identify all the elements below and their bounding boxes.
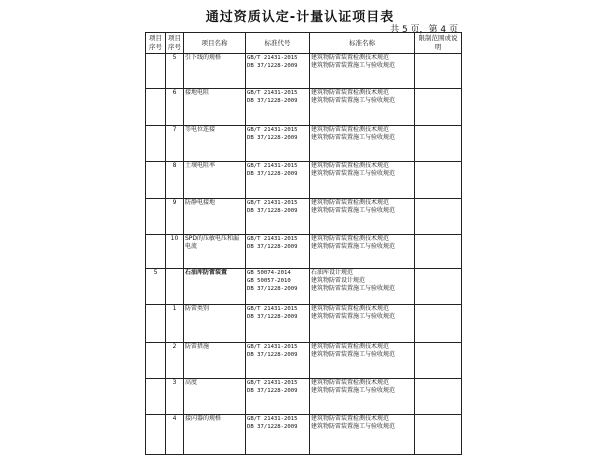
std-code: DB 37/1228-2009 [247, 244, 298, 250]
header-limit: 限制范围或说明 [415, 33, 462, 54]
std-name: 建筑物防雷装置施工与验收规范 [311, 243, 396, 250]
std-code: DB 37/1228-2009 [247, 352, 298, 358]
cell-item-seq [146, 54, 166, 89]
std-name: 建筑物防雷装置检测技术规范 [311, 54, 390, 61]
std-code: DB 37/1228-2009 [247, 388, 298, 394]
cell-std-names [310, 269, 415, 305]
cell-limit [415, 199, 462, 235]
std-code: GB/T 21431-2015 [247, 200, 298, 206]
cell-std-codes [246, 305, 310, 343]
cell-std-codes [246, 199, 310, 235]
cell-item-name: 高度 [184, 379, 246, 415]
cell-std-codes [246, 415, 310, 455]
std-name: 建筑物防雷装置检测技术规范 [311, 235, 390, 242]
cell-std-codes [246, 162, 310, 199]
std-name: 建筑物防雷装置施工与验收规范 [311, 387, 396, 394]
cell-item-no: 5 [166, 54, 184, 89]
cell-item-name: 防静电接地 [184, 199, 246, 235]
std-name: 建筑物防雷装置检测技术规范 [311, 379, 390, 386]
cell-item-name: SPD的压敏电压和漏电流 [184, 235, 246, 269]
cell-std-codes [246, 54, 310, 89]
cell-item-no [166, 269, 184, 305]
cell-limit [415, 379, 462, 415]
cell-item-seq [146, 235, 166, 269]
std-name: 建筑物防雷装置检测技术规范 [311, 305, 390, 312]
cell-std-codes [246, 126, 310, 162]
table-row [146, 305, 462, 343]
document-title: 通过资质认定-计量认证项目表 [205, 10, 395, 25]
std-name: 建筑物防雷装置施工与验收规范 [311, 170, 396, 177]
std-name: 建筑物防雷装置施工与验收规范 [311, 423, 396, 430]
cell-item-seq [146, 199, 166, 235]
cell-std-names [310, 199, 415, 235]
table-row [146, 89, 462, 126]
table-row [146, 126, 462, 162]
cell-std-names [310, 54, 415, 89]
cell-item-seq [146, 126, 166, 162]
cell-std-codes [246, 89, 310, 126]
cell-std-codes [246, 379, 310, 415]
std-code: GB/T 21431-2015 [247, 90, 298, 96]
cell-limit [415, 343, 462, 379]
cell-item-no: 10 [166, 235, 184, 269]
std-name: 建筑物防雷装置施工与验收规范 [311, 313, 396, 320]
cell-std-names [310, 126, 415, 162]
cell-item-name: 石油库防雷装置 [184, 269, 246, 305]
cell-std-names [310, 415, 415, 455]
std-code: DB 37/1228-2009 [247, 63, 298, 69]
cell-item-seq [146, 415, 166, 455]
std-name: 建筑物防雷装置施工与验收规范 [311, 207, 396, 214]
cell-item-no: 4 [166, 415, 184, 455]
std-code: GB/T 21431-2015 [247, 236, 298, 242]
cell-item-no: 9 [166, 199, 184, 235]
cell-std-codes [246, 235, 310, 269]
cell-item-seq [146, 89, 166, 126]
cell-std-names [310, 162, 415, 199]
std-code: DB 37/1228-2009 [247, 208, 298, 214]
std-name: 建筑物防雷装置施工与验收规范 [311, 134, 396, 141]
cell-item-name: 土壤电阻率 [184, 162, 246, 199]
cell-std-names [310, 305, 415, 343]
std-code: DB 37/1228-2009 [247, 98, 298, 104]
table-row [146, 235, 462, 269]
cell-item-seq [146, 343, 166, 379]
cell-item-no: 7 [166, 126, 184, 162]
table-row [146, 269, 462, 305]
cell-item-seq [146, 305, 166, 343]
cell-limit [415, 305, 462, 343]
table-body [146, 54, 462, 455]
std-name: 建筑物防雷装置施工与验收规范 [311, 351, 396, 358]
std-name: 建筑物防雷装置施工与验收规范 [311, 285, 396, 292]
cell-limit [415, 415, 462, 455]
table-header-row [146, 33, 462, 54]
std-code: GB/T 21431-2015 [247, 163, 298, 169]
cell-item-name: 防雷措施 [184, 343, 246, 379]
std-name: 建筑物防雷装置检测技术规范 [311, 415, 390, 422]
std-name: 建筑物防雷装置施工与验收规范 [311, 62, 396, 69]
std-code: GB/T 21431-2015 [247, 344, 298, 350]
cell-item-name: 防雷类别 [184, 305, 246, 343]
std-code: DB 37/1228-2009 [247, 286, 298, 292]
std-name: 建筑物防雷装置检测技术规范 [311, 343, 390, 350]
cell-item-seq [146, 379, 166, 415]
cell-item-no: 2 [166, 343, 184, 379]
cell-std-names [310, 343, 415, 379]
cell-std-codes [246, 269, 310, 305]
table-row [146, 415, 462, 455]
page-info: 共 5 页，第 4 页 [390, 25, 458, 35]
std-code: DB 37/1228-2009 [247, 135, 298, 141]
cell-std-names [310, 235, 415, 269]
std-name: 建筑物防雷装置检测技术规范 [311, 126, 390, 133]
std-code: GB 50074-2014 [247, 270, 291, 276]
cell-item-seq [146, 162, 166, 199]
header-item-name: 项目名称 [184, 33, 246, 54]
cell-std-names [310, 379, 415, 415]
cell-item-no: 8 [166, 162, 184, 199]
cell-std-codes [246, 343, 310, 379]
cell-limit [415, 89, 462, 126]
table-row [146, 199, 462, 235]
cell-limit [415, 235, 462, 269]
cell-item-name: 引下线的规格 [184, 54, 246, 89]
std-code: DB 37/1228-2009 [247, 314, 298, 320]
table-row [146, 343, 462, 379]
std-code: DB 37/1228-2009 [247, 424, 298, 430]
std-code: GB/T 21431-2015 [247, 55, 298, 61]
header-item-seq: 项目序号 [146, 33, 166, 54]
cell-item-name: 等电位连接 [184, 126, 246, 162]
std-code: GB/T 21431-2015 [247, 127, 298, 133]
table-row [146, 379, 462, 415]
cell-limit [415, 162, 462, 199]
cell-limit [415, 126, 462, 162]
std-code: GB 50057-2010 [247, 278, 291, 284]
std-name: 石油库设计规范 [311, 269, 354, 276]
cell-item-no: 3 [166, 379, 184, 415]
std-name: 建筑物防雷装置施工与验收规范 [311, 97, 396, 104]
header-item-no: 项目序号 [166, 33, 184, 54]
std-name: 建筑物防雷装置检测技术规范 [311, 199, 390, 206]
header-std-name: 标准名称 [310, 33, 415, 54]
std-code: GB/T 21431-2015 [247, 306, 298, 312]
cell-item-seq: 5 [146, 269, 166, 305]
certification-items-table [145, 32, 462, 455]
table-row [146, 162, 462, 199]
header-std-code: 标准代号 [246, 33, 310, 54]
std-code: GB/T 21431-2015 [247, 380, 298, 386]
cell-item-name: 接闪器的规格 [184, 415, 246, 455]
cell-limit [415, 54, 462, 89]
cell-limit [415, 269, 462, 305]
table-row [146, 54, 462, 89]
std-name: 建筑物防雷设计规范 [311, 277, 366, 284]
std-code: GB/T 21431-2015 [247, 416, 298, 422]
std-name: 建筑物防雷装置检测技术规范 [311, 89, 390, 96]
cell-item-name: 接地电阻 [184, 89, 246, 126]
std-code: DB 37/1228-2009 [247, 171, 298, 177]
std-name: 建筑物防雷装置检测技术规范 [311, 162, 390, 169]
cell-item-no: 1 [166, 305, 184, 343]
cell-std-names [310, 89, 415, 126]
cell-item-no: 6 [166, 89, 184, 126]
